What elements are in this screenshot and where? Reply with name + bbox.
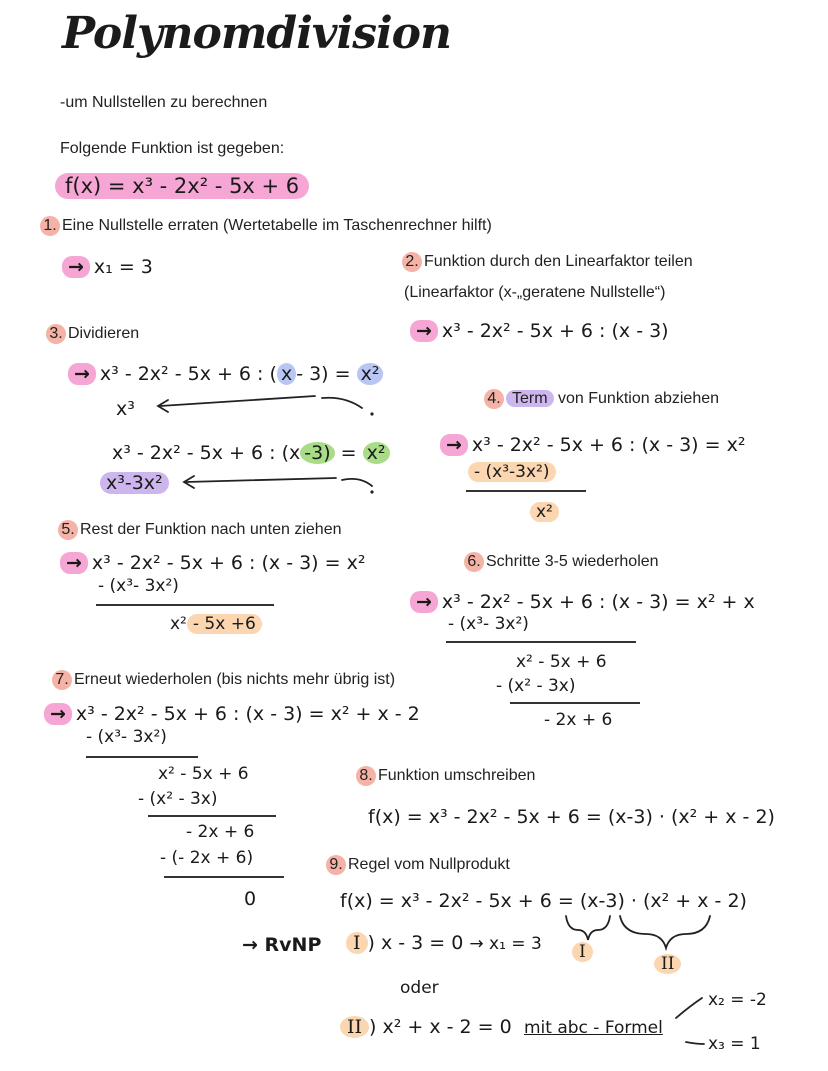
branch-line-icon (686, 1042, 704, 1044)
step7-remainder1: x² - 5x + 6 (158, 764, 249, 784)
step7-remainder3: 0 (244, 888, 257, 910)
step6-equation-text: x³ - 2x² - 5x + 6 : (x - 3) = x² + x (441, 591, 755, 613)
step9-equation: f(x) = x³ - 2x² - 5x + 6 = (x-3) · (x² + x - 2) (340, 890, 747, 912)
step2-text2: (Linearfaktor (x-„geratene Nullstelle“) (404, 284, 666, 301)
step3-eq1-x: x (277, 363, 296, 385)
step2-number: 2. (402, 252, 422, 272)
step6-subtract2: - (x² - 3x) (496, 676, 576, 696)
brace-icon (620, 916, 710, 948)
arrow-icon: → (440, 434, 468, 456)
brace-icon (566, 916, 610, 940)
step6-remainder1: x² - 5x + 6 (516, 652, 607, 672)
arrow-icon: → (410, 320, 438, 342)
step3-number: 3. (46, 324, 66, 344)
step8-equation: f(x) = x³ - 2x² - 5x + 6 = (x-3) · (x² + x - 2) (368, 806, 775, 828)
step5-subtract: - (x³- 3x²) (98, 576, 179, 596)
step5-result-a: x² (170, 614, 187, 634)
brace-label-2: II (654, 954, 681, 974)
step5-result-b: - 5x +6 (187, 614, 262, 634)
case2-label: II (340, 1016, 369, 1038)
given-label: Folgende Funktion ist gegeben: (60, 140, 285, 157)
arrow-left-icon (160, 396, 315, 406)
step3-eq2-left: x³ - 2x² - 5x + 6 : (x (112, 442, 301, 464)
step6-subtract1: - (x³- 3x²) (448, 614, 529, 634)
step7-subtract1: - (x³- 3x²) (86, 727, 167, 747)
step3-eq1-quotient: x² (357, 363, 384, 385)
arrow-icon: → (60, 552, 88, 574)
step6-remainder2: - 2x + 6 (544, 710, 613, 730)
runp-label: → RvNP (242, 934, 322, 956)
step4-equation-text: x³ - 2x² - 5x + 6 : (x - 3) = x² (471, 434, 746, 456)
arrow-icon: → (62, 256, 90, 278)
step7-subtract3: - (- 2x + 6) (160, 848, 254, 868)
case2-method: mit abc - Formel (524, 1018, 663, 1038)
step5-equation-text: x³ - 2x² - 5x + 6 : (x - 3) = x² (91, 552, 366, 574)
arrow-icon: → (44, 703, 72, 725)
step2-equation-text: x³ - 2x² - 5x + 6 : (x - 3) (441, 320, 669, 342)
step1-result-value: x₁ = 3 (93, 256, 153, 278)
step6-text: Schritte 3-5 wiederholen (486, 553, 659, 570)
step1-number: 1. (40, 216, 60, 236)
step3-eq2-minus3: -3) (300, 442, 334, 464)
step3-left1: x³ (116, 398, 135, 420)
or-label: oder (400, 978, 439, 998)
step3-eq1-open: ( (269, 363, 277, 385)
brace-label-1: I (572, 942, 593, 962)
step2-text: Funktion durch den Linearfaktor teilen (424, 253, 693, 270)
branch-line-icon (676, 998, 702, 1018)
curve-arrow-icon (342, 479, 372, 486)
curve-arrow-icon (322, 398, 362, 408)
step8-text: Funktion umschreiben (378, 767, 536, 784)
case2-equation: ) x² + x - 2 = 0 (369, 1016, 512, 1038)
page-title: Polynomdivision (62, 8, 452, 59)
step8-number: 8. (356, 766, 376, 786)
step3-eq2-quotient: x² (363, 442, 390, 464)
arrow-icon: → (410, 591, 438, 613)
step6-number: 6. (464, 552, 484, 572)
solution-x2: x₂ = -2 (708, 990, 767, 1010)
step3-eq1-rest: - 3) = (296, 363, 351, 385)
subtitle: -um Nullstellen zu berechnen (60, 94, 268, 111)
step3-eq1-left: x³ - 2x² - 5x + 6 : (99, 363, 264, 385)
step5-text: Rest der Funktion nach unten ziehen (80, 521, 342, 538)
solution-x3: x₃ = 1 (708, 1034, 761, 1054)
step3-eq2-equals: = (340, 442, 357, 464)
step7-text: Erneut wiederholen (bis nichts mehr übrig ist) (74, 671, 396, 688)
arrow-left-icon (186, 478, 336, 482)
step4-text: von Funktion abziehen (553, 390, 720, 407)
step4-term: Term (506, 390, 554, 407)
given-function: f(x) = x³ - 2x² - 5x + 6 (55, 173, 309, 199)
case1-equation: ) x - 3 = 0 (367, 932, 464, 954)
step1-text: Eine Nullstelle erraten (Wertetabelle im Taschenrechner hilft) (62, 217, 492, 234)
step7-subtract2: - (x² - 3x) (138, 789, 218, 809)
step7-equation-text: x³ - 2x² - 5x + 6 : (x - 3) = x² + x - 2 (75, 703, 420, 725)
step4-result: x² (530, 502, 559, 522)
step7-remainder2: - 2x + 6 (186, 822, 255, 842)
step3-text: Dividieren (68, 325, 140, 342)
case1-result: → x₁ = 3 (469, 934, 542, 954)
case1-label: I (346, 932, 368, 954)
step7-number: 7. (52, 670, 72, 690)
step4-subtract: - (x³-3x²) (468, 462, 556, 482)
step9-text: Regel vom Nullprodukt (348, 856, 510, 873)
arrow-icon: → (68, 363, 96, 385)
step3-left2: x³-3x² (100, 472, 169, 494)
step4-number: 4. (484, 389, 504, 409)
step9-number: 9. (326, 855, 346, 875)
step5-number: 5. (58, 520, 78, 540)
